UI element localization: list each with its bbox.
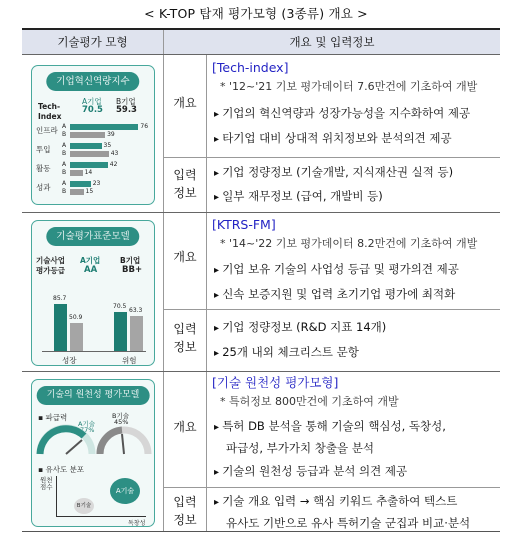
tech-index-card: [31, 65, 155, 205]
row2-input-label-1: 입력: [173, 322, 197, 336]
row3-sub: * 특허정보 800만건에 기초하여 개발: [220, 395, 399, 408]
row3-input-label-1: 입력: [173, 495, 197, 509]
header-overview: 개요 및 입력정보: [164, 30, 500, 54]
row3-input-1: ▸ 기술 개요 입력 → 핵심 키워드 추출하여 텍스트: [214, 494, 457, 510]
card1-series-letter: A: [62, 161, 67, 168]
card1-series-letter: B: [62, 188, 67, 195]
card2-a-grade: AA: [84, 265, 98, 275]
gauge-a-label: A기술: [78, 420, 96, 428]
card2-bar-value: 85.7: [53, 294, 67, 302]
row1-inner-divider: [163, 157, 500, 158]
card1-group-label: 투입: [36, 145, 51, 154]
card2-group-label: 위험: [122, 356, 137, 365]
row1-overview-label: 개요: [173, 96, 197, 110]
row1-input-2: ▸ 일부 재무정보 (급여, 개발비 등): [214, 189, 383, 205]
card1-bar-b: [70, 189, 84, 195]
row-divider-1: [22, 212, 500, 213]
card1-bar-chart: [32, 124, 155, 204]
row1-input-label-2: 정보: [173, 186, 197, 200]
card1-title: 기업혁신역량지수: [46, 72, 139, 91]
card1-bar-value: 43: [110, 150, 119, 157]
gauge-a-fill: [40, 429, 84, 454]
card1-series-letter: B: [62, 169, 67, 176]
card1-b-label: B기업: [116, 97, 136, 106]
row2-input-label-2: 정보: [173, 340, 197, 354]
card1-row-label-1: Tech-: [38, 102, 61, 111]
card2-bar-value: 63.3: [129, 307, 143, 315]
card2-group-label: 성장: [62, 356, 77, 365]
card1-group-label: 성과: [36, 183, 51, 192]
row3-inner-divider: [163, 487, 500, 488]
card1-series-letter: A: [62, 123, 67, 130]
card2-title: 기술평가표준모델: [46, 227, 139, 246]
card1-bar-b: [70, 132, 105, 138]
card3-section1: ▪ 파급력: [38, 413, 68, 422]
card1-bar-a: [70, 124, 138, 130]
gauge-b-label: B기술: [112, 412, 130, 420]
scatter-y-axis: [56, 476, 57, 516]
card1-series-letter: A: [62, 142, 67, 149]
card1-bar-a: [70, 162, 108, 168]
card2-left-2: 평가등급: [36, 266, 65, 275]
row1-bullet-2: ▸ 타기업 대비 상대적 위치정보와 분석의견 제공: [214, 131, 452, 147]
card1-group-label: 활동: [36, 164, 51, 173]
card1-b-value: 59.3: [116, 105, 137, 115]
bubble-a: A기술: [110, 478, 140, 504]
card1-bar-value: 15: [85, 188, 94, 195]
scatter-x-axis: [56, 516, 146, 517]
row2-sub: * '14~'22 기보 평가데이터 8.2만건에 기초하여 개발: [220, 237, 478, 250]
row2-input-2: ▸ 25개 내외 체크리스트 문항: [214, 345, 359, 361]
card3-axis-y-2: 점수: [40, 483, 53, 491]
row2-bullet-1: ▸ 기업 보유 기술의 사업성 등급 및 평가의견 제공: [214, 262, 459, 278]
row2-bullet-2: ▸ 신속 보증지원 및 업력 초기기업 평가에 최적화: [214, 287, 455, 303]
card1-bar-value: 14: [84, 169, 93, 176]
row1-input-1: ▸ 기업 정량정보 (기술개발, 지식재산권 실적 등): [214, 165, 453, 181]
card2-b-label: B기업: [120, 256, 141, 265]
card1-bar-value: 35: [103, 142, 112, 149]
header-model: 기술평가 모형: [22, 30, 163, 54]
row1-input-label-1: 입력: [173, 168, 197, 182]
card1-bar-b: [70, 170, 83, 176]
page-title: < K-TOP 탑재 평가모형 (3종류) 개요 >: [144, 6, 368, 21]
row3-bullet-2: ▸ 기술의 원천성 등급과 분석 의견 제공: [214, 464, 407, 480]
card3-axis-y-1: 원천: [40, 476, 53, 484]
row2-model-name: [KTRS-FM]: [212, 217, 276, 232]
row2-input-1: ▸ 기업 정량정보 (R&D 지표 14개): [214, 320, 386, 336]
row3-overview-label: 개요: [173, 420, 197, 434]
card1-row-label-2: Index: [38, 112, 62, 121]
card1-series-letter: B: [62, 131, 67, 138]
card2-bar-b: [130, 316, 143, 351]
card1-bar-a: [70, 181, 91, 187]
card2-bar-chart: [32, 279, 155, 365]
card3-title: 기술의 원천성 평가모델: [37, 386, 150, 405]
gauge-a-value: 77%: [80, 426, 95, 434]
card2-a-label: A기업: [80, 256, 101, 265]
ktrs-card: [31, 220, 155, 366]
gauge-a-needle: [66, 440, 82, 454]
row3-model-name: [기술 원천성 평가모형]: [212, 375, 339, 390]
card2-bar-value: 70.5: [113, 303, 127, 311]
card2-bar-a: [114, 312, 127, 351]
gauge-b-value: 45%: [114, 418, 129, 426]
row-divider-2: [22, 371, 500, 372]
row3-bullet-1-cont: 파급성, 부가가치 창출을 분석: [226, 441, 374, 455]
card1-bar-value: 39: [107, 131, 115, 138]
row1-bullet-1: ▸ 기업의 혁신역량과 성장가능성을 지수화하여 제공: [214, 106, 470, 122]
row2-overview-label: 개요: [173, 250, 197, 264]
card1-group-label: 인프라: [36, 126, 58, 135]
model-table: [22, 28, 500, 532]
card2-bar-value: 50.9: [69, 314, 83, 321]
row1-sub: * '12~'21 기보 평가데이터 7.6만건에 기초하여 개발: [220, 80, 478, 93]
card2-bar-b: [70, 323, 83, 351]
card1-series-letter: A: [62, 180, 67, 187]
row2-inner-divider: [163, 309, 500, 310]
gauge-graphic: [32, 424, 155, 460]
gauge-b-fill: [100, 430, 122, 454]
card1-a-value: 70.5: [82, 105, 103, 115]
header-divider: [22, 54, 500, 55]
card1-bar-value: 76: [140, 123, 149, 130]
card1-bar-value: 42: [109, 161, 118, 168]
card2-left-1: 기술사업: [36, 256, 65, 265]
bubble-b: B기술: [74, 498, 94, 514]
card2-baseline: [42, 351, 146, 352]
gauge-b-needle: [122, 434, 124, 454]
card2-bar-a: [54, 304, 67, 351]
card3-axis-x: 독창성: [128, 520, 146, 527]
card1-bar-a: [70, 143, 102, 149]
card1-bar-b: [70, 151, 109, 157]
card3-section2: ▪ 유사도 분포: [38, 465, 85, 474]
card1-series-letter: B: [62, 150, 67, 157]
row3-input-label-2: 정보: [173, 513, 197, 527]
col-divider-2: [206, 54, 207, 531]
card1-a-label: A기업: [82, 97, 102, 106]
originality-card: [31, 379, 155, 527]
card1-bar-value: 23: [92, 180, 101, 187]
row3-bullet-1: ▸ 특허 DB 분석을 통해 기술의 핵심성, 독창성,: [214, 419, 446, 435]
row1-model-name: [Tech-index]: [212, 60, 289, 75]
row3-input-2: 유사도 기반으로 유사 특허기술 군집과 비교·분석: [226, 516, 471, 530]
card2-b-grade: BB+: [122, 265, 143, 275]
